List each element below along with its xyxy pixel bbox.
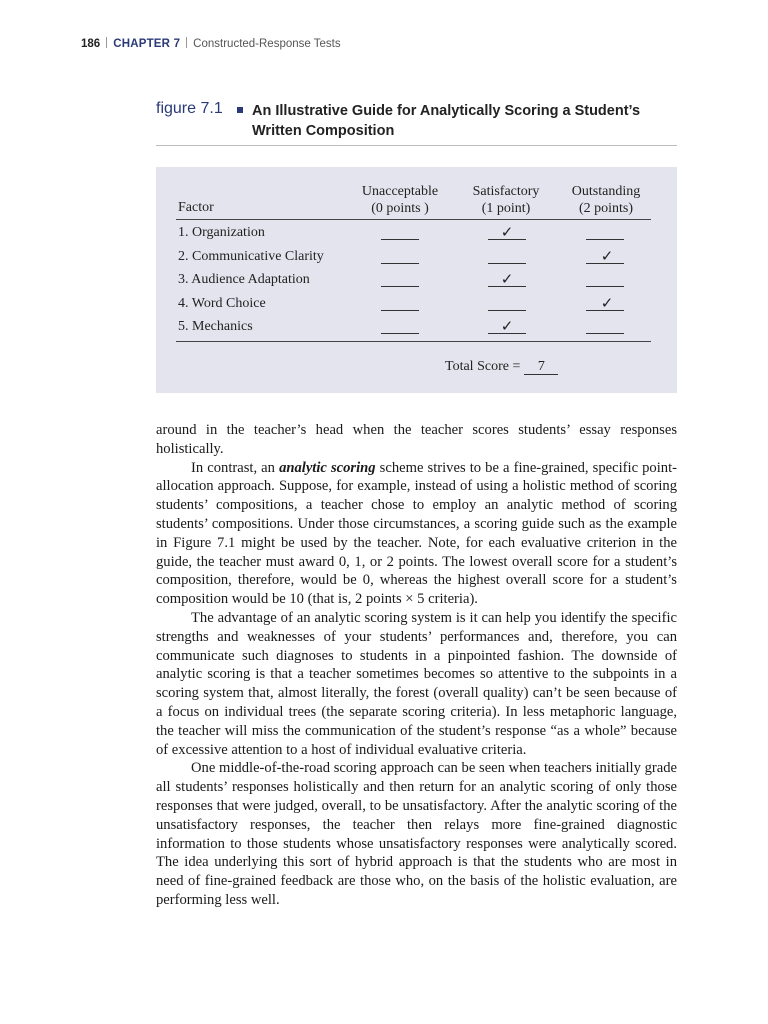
checkmark-icon: ✓ [500,317,514,336]
factor-header: Factor [178,200,214,215]
score-blank [381,263,419,264]
running-head [81,37,341,50]
total-score-label: Total Score = [445,359,521,374]
chapter-title: Constructed-Response Tests [193,38,341,50]
score-blank [381,310,419,311]
column-points: (2 points) [578,201,634,216]
page-number: 186 [81,38,101,50]
running-head-divider [106,37,107,48]
checkmark-icon: ✓ [500,223,514,241]
total-score [445,359,558,375]
figure-label: figure 7.1 [156,100,223,117]
paragraph-text: scheme strives to be a fine-grained, specific point-allocation approach. Suppose, for example, instead of using a holistic method of scoring students’ compositions, a teacher chose to employ an analytic method of scoring students’ compositions. Under those circumstances, a scoring guide such as the example in Figure 7.1 might be used by the teacher. Note, for each evaluative criterion in the guide, the teacher must award 0, 1, or 2 points. The lowest overall score for a student’s composition, therefore, would be 0, whereas the highest overall score for a student’s composition would be 10 (that is, 2 points × 5 criteria). [156,459,677,608]
body-text [156,421,677,910]
factor-label: 5. Mechanics [178,319,253,335]
factor-label: 1. Organization [178,225,265,240]
total-score-value: 7 [524,359,558,375]
table-row [156,316,677,338]
paragraph [156,459,677,609]
column-name: Unacceptable [361,184,439,199]
column-name: Satisfactory [472,184,540,199]
caption-rule [156,145,677,146]
column-points: (0 points ) [371,201,429,216]
paragraph: One middle-of-the-road scoring approach can be seen when teachers initially grade all students’ responses holistically and then return for an analytic scoring of only those responses that were judged, overall, to be unsatisfactory. After the analytic scoring of the unsatisfactory responses, the teacher then relays more fine-grained diagnostic information to those students whose unsatisfactory responses were analytically scored. The idea underlying this sort of hybrid approach is that the students who are most in need of fine-grained feedback are those who, on the basis of the holistic evaluation, are performing less well. [156,760,677,908]
paragraph-text: In contrast, an [191,459,280,476]
score-blank [586,333,624,334]
score-blank [488,263,526,264]
score-blank [586,239,624,240]
column-name: Outstanding [571,184,641,199]
score-blank [488,310,526,311]
scoring-guide-table [156,167,677,393]
table-row [156,222,677,244]
score-blank [381,239,419,240]
running-head-divider [186,37,187,48]
table-rule-top [176,219,651,220]
score-blank [586,286,624,287]
factor-label: 3. Audience Adaptation [178,272,310,288]
column-points: (1 point) [481,201,531,216]
factor-label: 4. Word Choice [178,295,266,311]
chapter-label: CHAPTER 7 [113,38,181,50]
checkmark-icon: ✓ [500,270,514,289]
checkmark-icon: ✓ [600,293,614,312]
factor-label: 2. Communicative Clarity [178,248,324,264]
paragraph: around in the teacher’s head when the teacher scores students’ essay responses holistically. [156,422,677,457]
square-bullet-icon [237,107,243,113]
table-row [156,269,677,291]
column-header-outstanding [558,183,654,217]
checkmark-icon: ✓ [600,246,614,265]
table-rule-bottom [176,341,651,342]
key-term: analytic scoring [279,459,376,476]
table-row [156,293,677,315]
score-blank [381,286,419,287]
figure-title: An Illustrative Guide for Analytically Scoring a Student’s Written Composition [252,103,641,139]
table-row [156,246,677,268]
column-header-unacceptable [354,183,446,217]
paragraph: The advantage of an analytic scoring system is it can help you identify the specific strengths and weaknesses of your students’ performances and, therefore, you can communicate such diagnoses to students in a pinpointed fashion. The downside of analytic scoring is that a teacher sometimes becomes so attentive to the subpoints in a scoring system that, almost literally, the forest (overall quality) can’t be seen because of a focus on individual trees (the separate scoring criteria). In less metaphoric language, the teacher will miss the communication of the student’s response “as a whole” because of excessive attention to a host of individual evaluative criteria. [156,609,677,758]
column-header-satisfactory [464,183,548,217]
score-blank [381,333,419,334]
